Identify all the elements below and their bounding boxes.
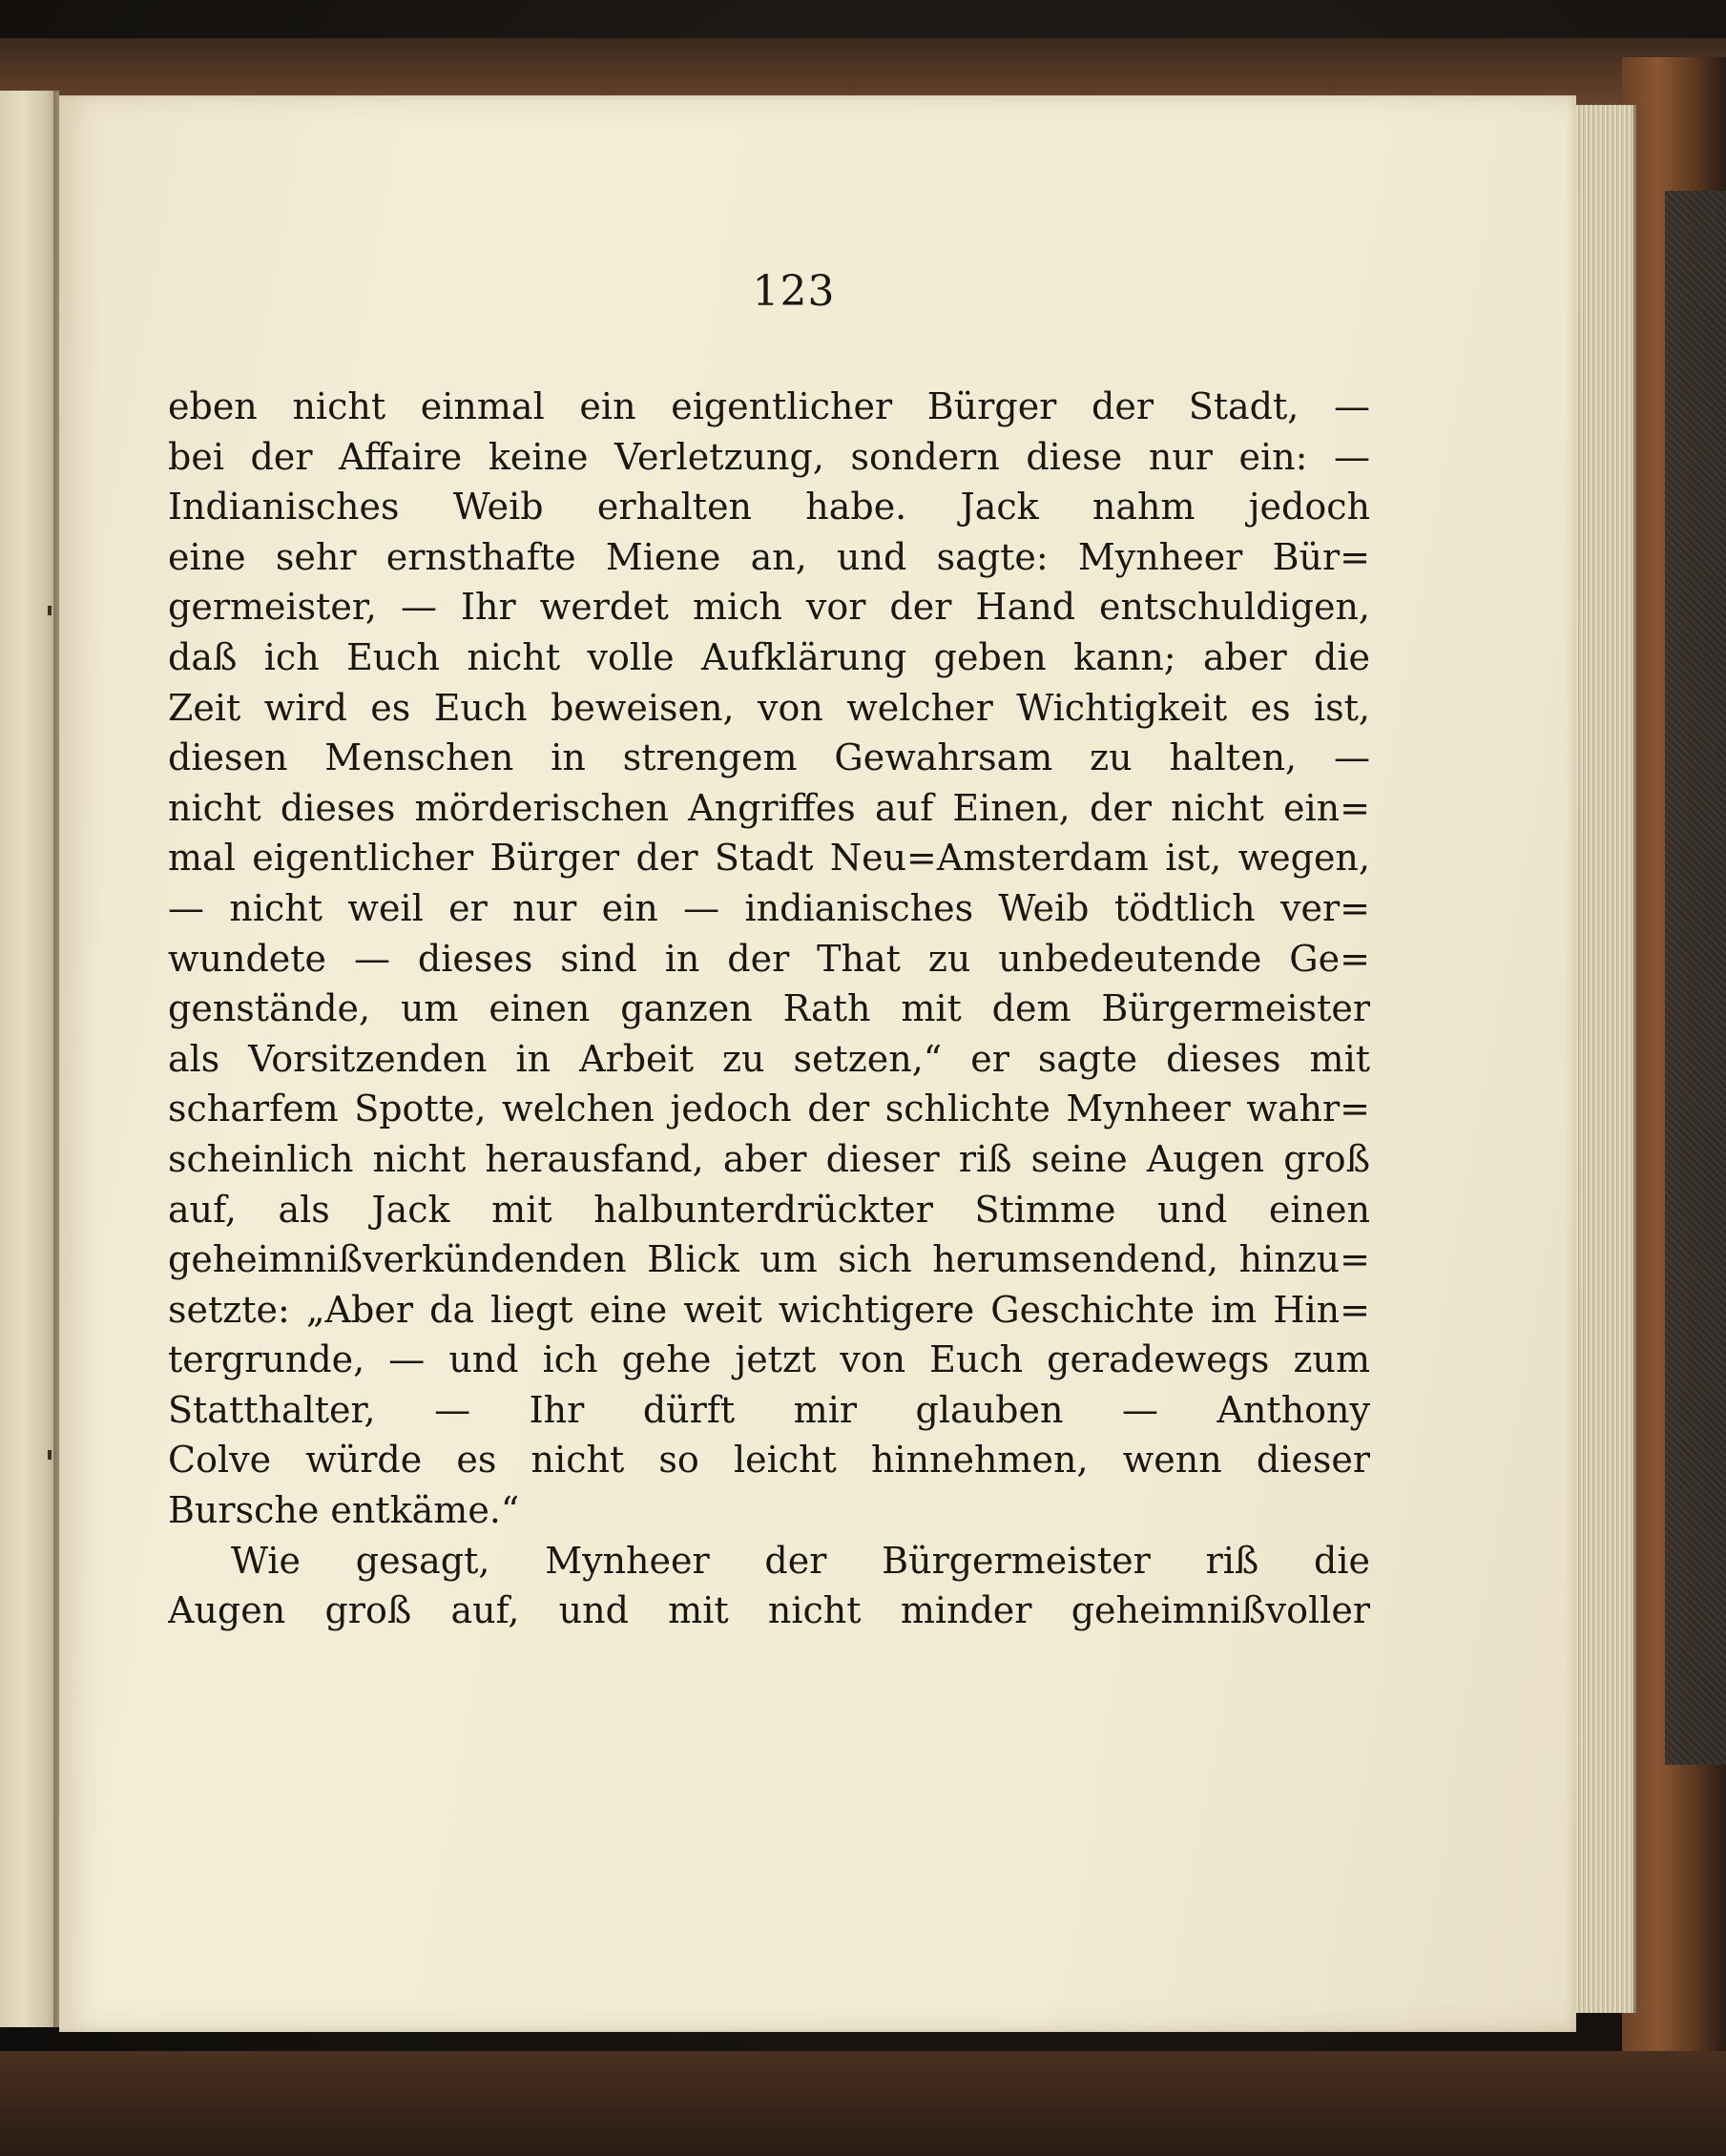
text-line: — nicht weil er nur ein — indianisches Weib tödtlich ver= — [168, 886, 1370, 929]
text-line: Colve würde es nicht so leicht hinnehmen, wenn dieser — [168, 1439, 1370, 1482]
text-line: eben nicht einmal ein eigentlicher Bürger der Stadt, — — [168, 385, 1370, 427]
text-line: wundete — dieses sind in der That zu unbedeutende Ge= — [168, 937, 1370, 980]
text-line: bei der Affaire keine Verletzung, sondern diese nur ein: — — [168, 435, 1370, 478]
margin-mark — [48, 606, 52, 615]
text-line: als Vorsitzenden in Arbeit zu setzen,“ er sagte dieses mit — [168, 1037, 1370, 1080]
book-cover-cloth — [1665, 191, 1726, 1765]
text-line: germeister, — Ihr werdet mich vor der Hand entschuldigen, — [168, 586, 1370, 629]
left-page-edge — [0, 91, 59, 2027]
text-line: genstände, um einen ganzen Rath mit dem Bürgermeister — [168, 987, 1370, 1030]
page-stack-edges — [1574, 105, 1636, 2013]
text-line: Wie gesagt, Mynheer der Bürgermeister riß die — [231, 1539, 1370, 1582]
text-line: eine sehr ernsthafte Miene an, und sagte: Mynheer Bür= — [168, 535, 1370, 578]
book-cover-bottom — [0, 2051, 1726, 2156]
text-line: auf, als Jack mit halbunterdrückter Stimme und einen — [168, 1188, 1370, 1231]
text-line: scharfem Spotte, welchen jedoch der schlichte Mynheer wahr= — [168, 1088, 1370, 1130]
page-body-text — [168, 382, 1370, 1636]
text-line: mal eigentlicher Bürger der Stadt Neu=Amsterdam ist, wegen, — [168, 837, 1370, 880]
text-line: tergrunde, — und ich gehe jetzt von Euch geradewegs zum — [168, 1338, 1370, 1381]
text-line: diesen Menschen in strengem Gewahrsam zu halten, — — [168, 736, 1370, 779]
text-line: daß ich Euch nicht volle Aufklärung geben kann; aber die — [168, 635, 1370, 678]
text-line: geheimnißverkündenden Blick um sich herumsendend, hinzu= — [168, 1238, 1370, 1281]
text-line: Statthalter, — Ihr dürft mir glauben — Anthony — [168, 1388, 1370, 1431]
text-line: Zeit wird es Euch beweisen, von welcher Wichtigkeit es ist, — [168, 686, 1370, 729]
text-line: Bursche entkäme.“ — [168, 1489, 520, 1532]
margin-mark — [48, 1450, 52, 1460]
text-line: scheinlich nicht herausfand, aber dieser riß seine Augen groß — [168, 1137, 1370, 1180]
text-line: setzte: „Aber da liegt eine weit wichtigere Geschichte im Hin= — [168, 1288, 1370, 1331]
text-line: Augen groß auf, und mit nicht minder geheimnißvoller — [168, 1589, 1370, 1632]
page-number: 123 — [752, 267, 836, 316]
book-page — [59, 95, 1576, 2032]
text-line: Indianisches Weib erhalten habe. Jack nahm jedoch — [168, 486, 1370, 529]
text-line: nicht dieses mörderischen Angriffes auf Einen, der nicht ein= — [168, 786, 1370, 829]
